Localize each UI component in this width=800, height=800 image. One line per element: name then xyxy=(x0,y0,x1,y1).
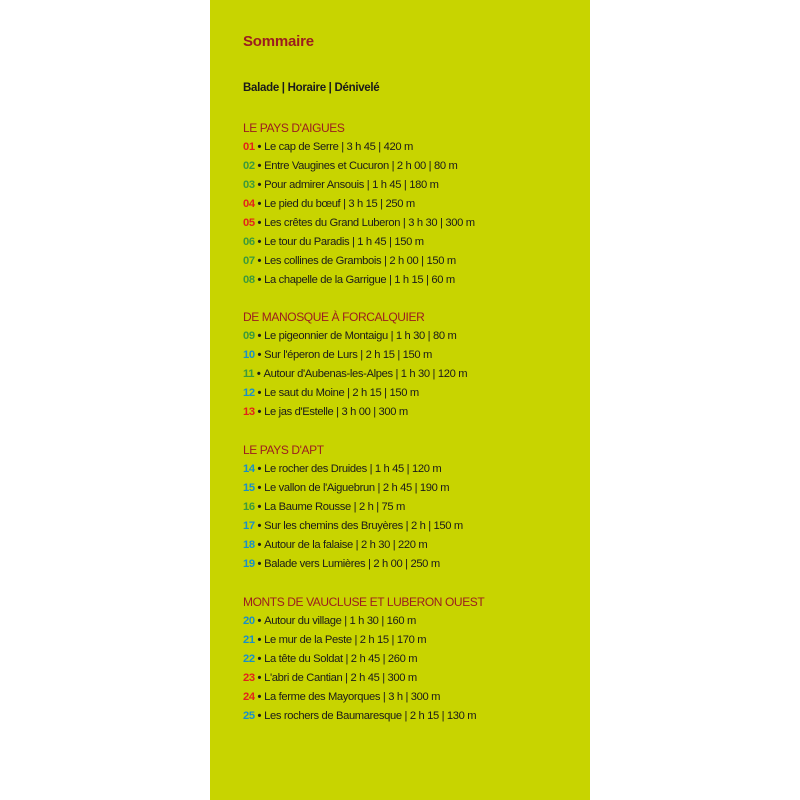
hike-details: Le pied du bœuf | 3 h 15 | 250 m xyxy=(264,198,415,210)
hike-number: 07 xyxy=(243,255,255,267)
section-title: LE PAYS D'AIGUES xyxy=(243,121,345,135)
bullet-separator: • xyxy=(257,217,262,229)
hike-details: Les rochers de Baumaresque | 2 h 15 | 130 m xyxy=(264,710,477,722)
hike-list-item xyxy=(243,327,467,346)
bullet-separator: • xyxy=(257,330,262,342)
bullet-separator: • xyxy=(257,406,262,418)
bullet-separator: • xyxy=(257,160,262,172)
hike-number: 06 xyxy=(243,236,255,248)
hike-details: Sur l'éperon de Lurs | 2 h 15 | 150 m xyxy=(264,349,432,361)
section-monts-vaucluse xyxy=(243,593,484,726)
hike-details: Le vallon de l'Aiguebrun | 2 h 45 | 190 m xyxy=(264,482,450,494)
section-title: MONTS DE VAUCLUSE ET LUBERON OUEST xyxy=(243,595,485,609)
hike-number: 14 xyxy=(243,463,255,475)
bullet-separator: • xyxy=(257,691,262,703)
bullet-separator: • xyxy=(257,255,262,267)
hike-list-item xyxy=(243,460,463,479)
section-pays-aigues xyxy=(243,119,475,290)
hike-number: 04 xyxy=(243,198,255,210)
bullet-separator: • xyxy=(256,368,261,380)
hike-number: 05 xyxy=(243,217,255,229)
hike-list-item xyxy=(243,650,484,669)
hike-list-item xyxy=(243,271,475,290)
hike-details: Autour du village | 1 h 30 | 160 m xyxy=(264,615,416,627)
hike-number: 15 xyxy=(243,482,255,494)
hike-details: Autour d'Aubenas-les-Alpes | 1 h 30 | 120 m xyxy=(263,368,468,380)
hike-details: Le cap de Serre | 3 h 45 | 420 m xyxy=(264,141,413,153)
hike-list-item xyxy=(243,517,463,536)
hike-details: Autour de la falaise | 2 h 30 | 220 m xyxy=(264,539,428,551)
hike-number: 21 xyxy=(243,634,255,646)
hike-list-item xyxy=(243,555,463,574)
bullet-separator: • xyxy=(257,198,262,210)
hike-details: La tête du Soldat | 2 h 45 | 260 m xyxy=(264,653,418,665)
hike-details: La chapelle de la Garrigue | 1 h 15 | 60 m xyxy=(264,274,455,286)
bullet-separator: • xyxy=(257,349,262,361)
hike-list-item xyxy=(243,176,475,195)
hike-list-item xyxy=(243,138,475,157)
hike-number: 11 xyxy=(243,368,255,380)
hike-details: Le mur de la Peste | 2 h 15 | 170 m xyxy=(264,634,427,646)
hike-number: 24 xyxy=(243,691,255,703)
hike-details: Sur les chemins des Bruyères | 2 h | 150 m xyxy=(264,520,463,532)
section-manosque-forcalquier xyxy=(243,308,467,422)
bullet-separator: • xyxy=(257,539,262,551)
bullet-separator: • xyxy=(257,236,262,248)
hike-list-item xyxy=(243,403,467,422)
bullet-separator: • xyxy=(257,558,262,570)
hike-list-item xyxy=(243,233,475,252)
hike-list-item xyxy=(243,707,484,726)
hike-details: Les crêtes du Grand Luberon | 3 h 30 | 300 m xyxy=(264,217,475,229)
hike-list-item xyxy=(243,688,484,707)
bullet-separator: • xyxy=(257,615,262,627)
bullet-separator: • xyxy=(257,387,262,399)
hike-list-item xyxy=(243,536,463,555)
hike-number: 01 xyxy=(243,141,255,153)
bullet-separator: • xyxy=(257,653,262,665)
page-title: Sommaire xyxy=(243,33,314,50)
hike-details: Le jas d'Estelle | 3 h 00 | 300 m xyxy=(264,406,408,418)
bullet-separator: • xyxy=(257,520,262,532)
hike-details: L'abri de Cantian | 2 h 45 | 300 m xyxy=(264,672,417,684)
hike-number: 09 xyxy=(243,330,255,342)
hike-number: 17 xyxy=(243,520,255,532)
hike-list-item xyxy=(243,498,463,517)
hike-details: Le saut du Moine | 2 h 15 | 150 m xyxy=(264,387,419,399)
bullet-separator: • xyxy=(257,672,262,684)
hike-list-item xyxy=(243,384,467,403)
hike-number: 22 xyxy=(243,653,255,665)
hike-list-item xyxy=(243,669,484,688)
hike-list-item xyxy=(243,365,467,384)
hike-list-item xyxy=(243,346,467,365)
hike-details: Le pigeonnier de Montaigu | 1 h 30 | 80 m xyxy=(264,330,457,342)
hike-list-item xyxy=(243,631,484,650)
bullet-separator: • xyxy=(257,710,262,722)
hike-details: Le rocher des Druides | 1 h 45 | 120 m xyxy=(264,463,442,475)
hike-number: 12 xyxy=(243,387,255,399)
section-title: DE MANOSQUE À FORCALQUIER xyxy=(243,310,425,324)
hike-list-item xyxy=(243,252,475,271)
hike-number: 25 xyxy=(243,710,255,722)
hike-list-item xyxy=(243,479,463,498)
hike-details: Pour admirer Ansouis | 1 h 45 | 180 m xyxy=(264,179,439,191)
bullet-separator: • xyxy=(257,463,262,475)
hike-list-item xyxy=(243,214,475,233)
hike-details: La Baume Rousse | 2 h | 75 m xyxy=(264,501,406,513)
hike-number: 19 xyxy=(243,558,255,570)
hike-details: Les collines de Grambois | 2 h 00 | 150 m xyxy=(264,255,456,267)
bullet-separator: • xyxy=(257,634,262,646)
hike-details: La ferme des Mayorques | 3 h | 300 m xyxy=(264,691,441,703)
hike-details: Entre Vaugines et Cucuron | 2 h 00 | 80 m xyxy=(264,160,458,172)
bullet-separator: • xyxy=(257,179,262,191)
bullet-separator: • xyxy=(257,141,262,153)
hike-number: 03 xyxy=(243,179,255,191)
bullet-separator: • xyxy=(257,274,262,286)
hike-details: Balade vers Lumières | 2 h 00 | 250 m xyxy=(264,558,440,570)
hike-number: 13 xyxy=(243,406,255,418)
hike-number: 10 xyxy=(243,349,255,361)
legend-header: Balade | Horaire | Dénivelé xyxy=(243,82,380,94)
bullet-separator: • xyxy=(257,501,262,513)
hike-details: Le tour du Paradis | 1 h 45 | 150 m xyxy=(264,236,424,248)
hike-list-item xyxy=(243,157,475,176)
brochure-page xyxy=(210,0,590,800)
hike-list-item xyxy=(243,612,484,631)
hike-number: 02 xyxy=(243,160,255,172)
bullet-separator: • xyxy=(257,482,262,494)
hike-number: 08 xyxy=(243,274,255,286)
hike-number: 20 xyxy=(243,615,255,627)
hike-number: 18 xyxy=(243,539,255,551)
hike-list-item xyxy=(243,195,475,214)
section-title: LE PAYS D'APT xyxy=(243,443,324,457)
hike-number: 16 xyxy=(243,501,255,513)
section-pays-apt xyxy=(243,441,463,574)
hike-number: 23 xyxy=(243,672,255,684)
